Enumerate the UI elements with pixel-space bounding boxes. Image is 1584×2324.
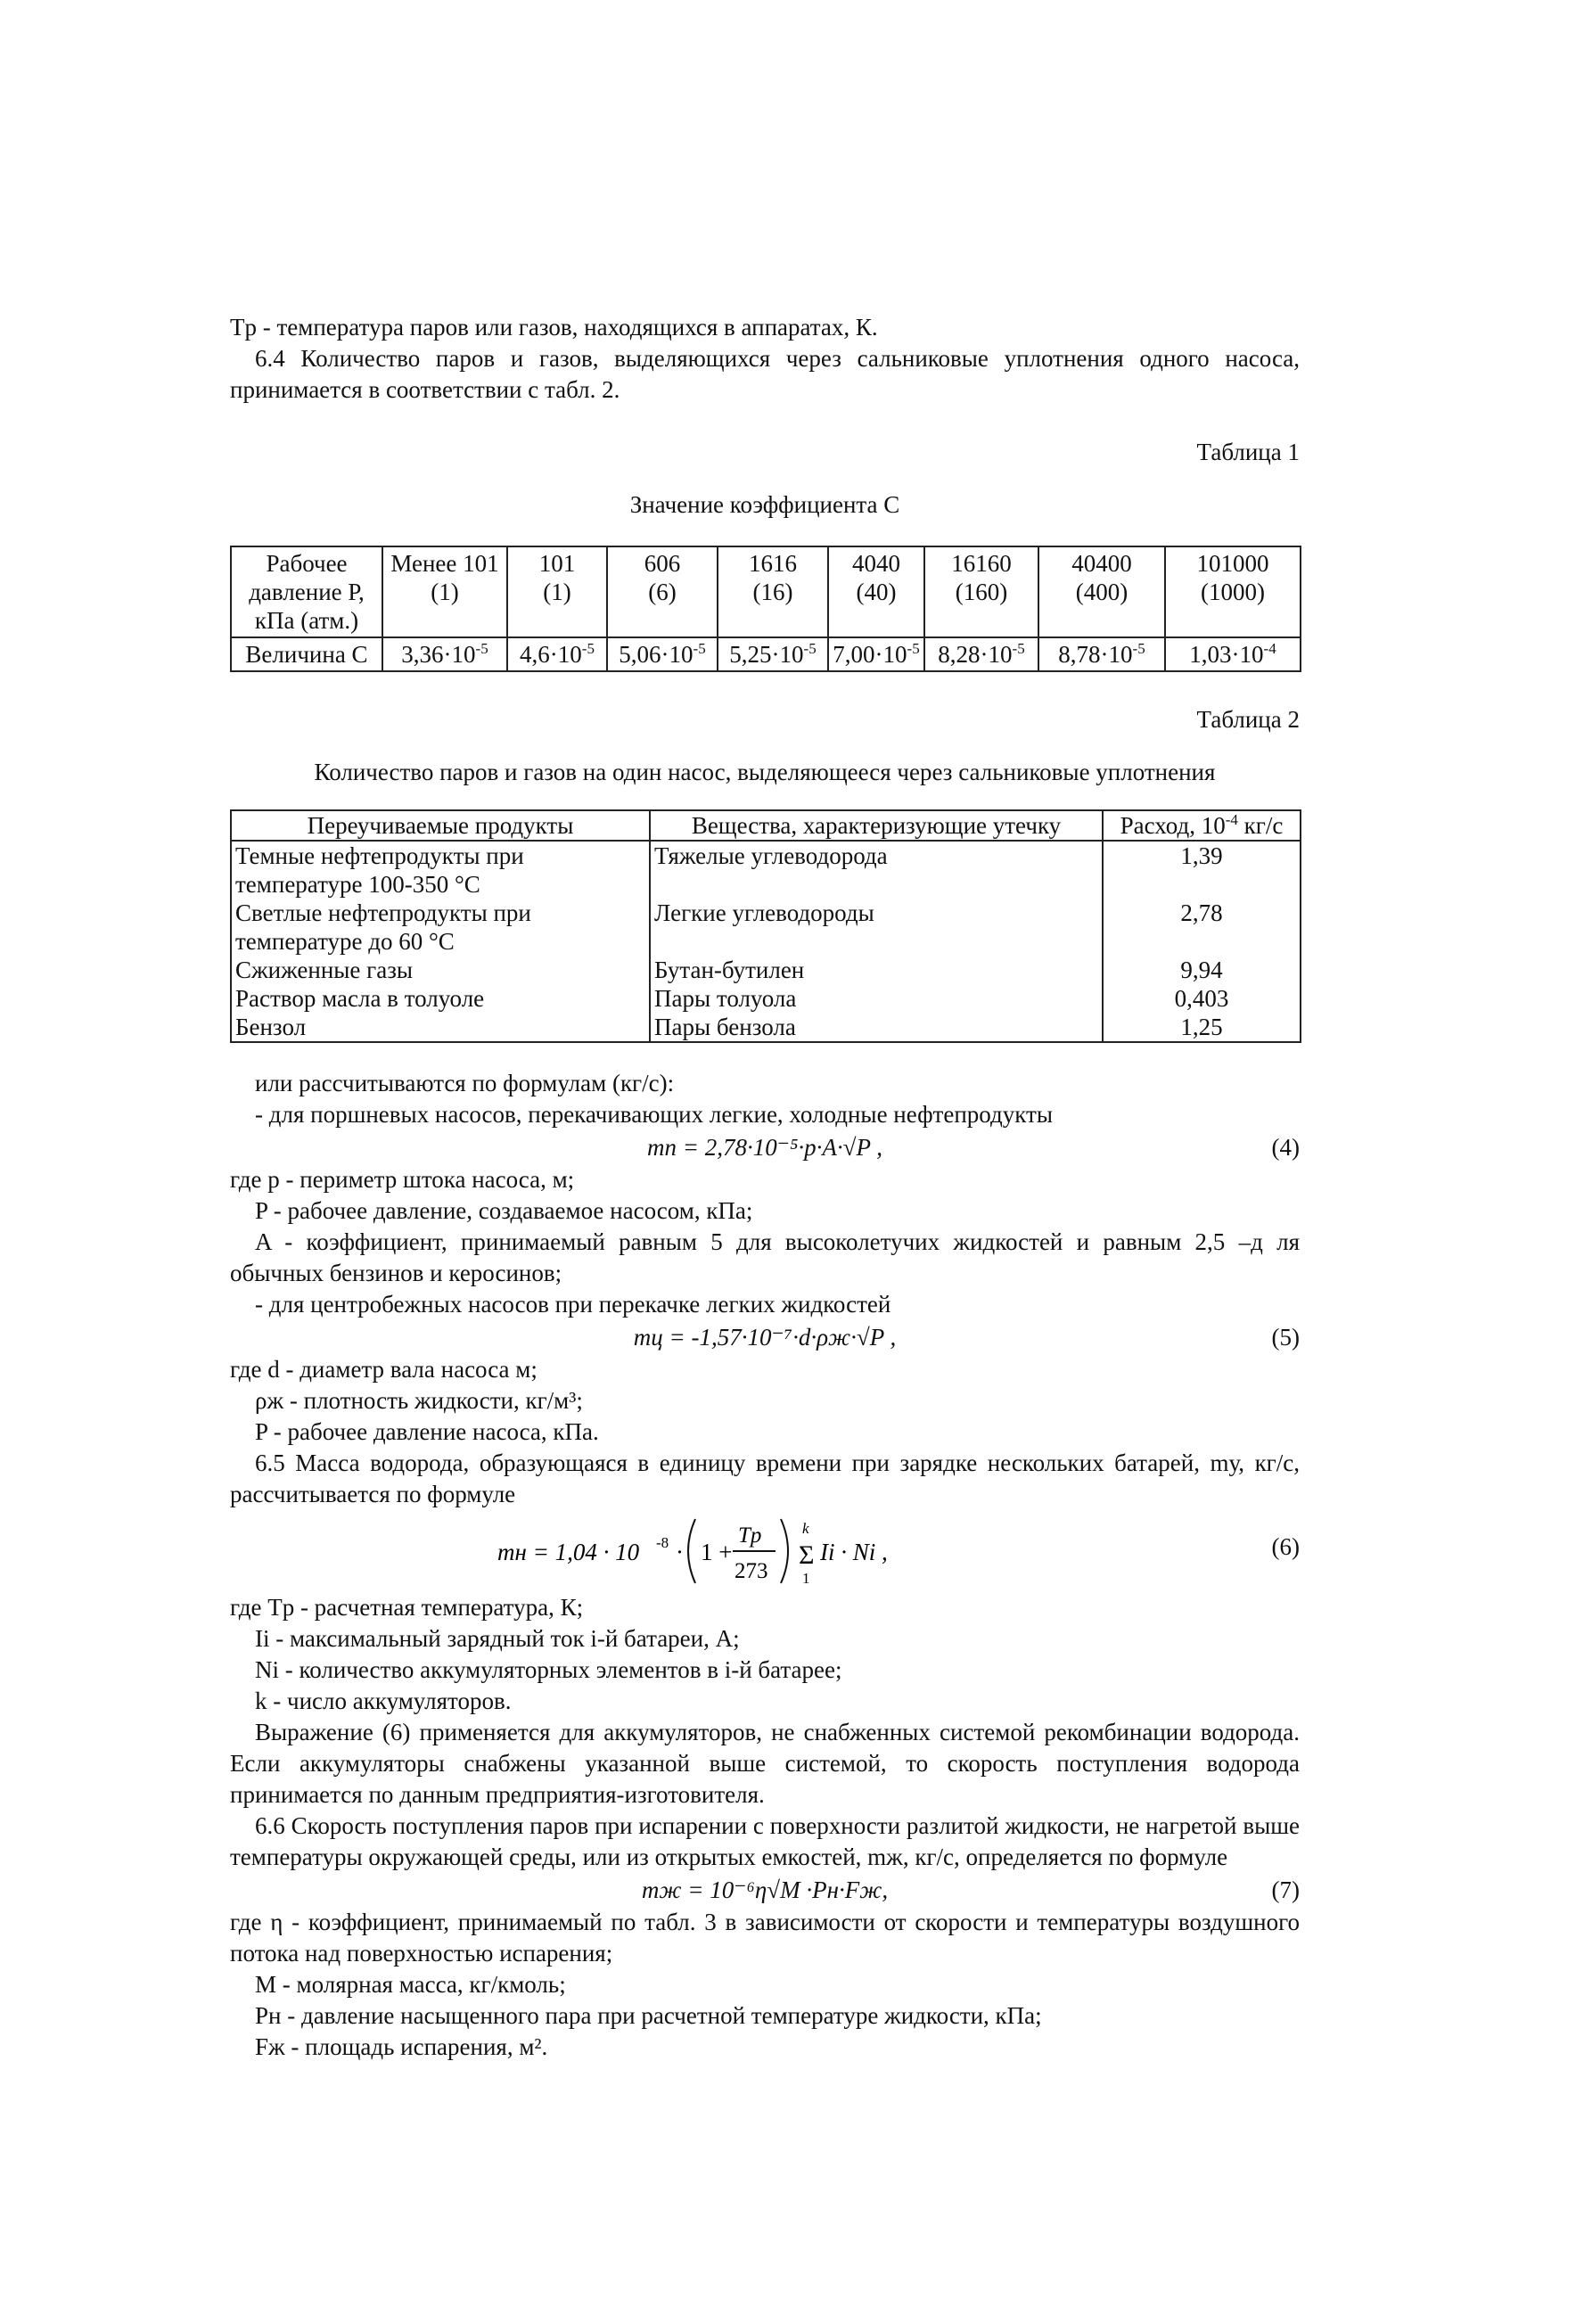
def-I: Ii - максимальный зарядный ток i-й батареи, А;	[255, 1625, 740, 1652]
table-cell: 40400 (400)	[1038, 546, 1165, 637]
table-cell: $8,28\cdot 10^{-5}$	[924, 637, 1038, 671]
def-P2: P - рабочее давление насоса, кПа.	[255, 1418, 599, 1445]
def-M: M - молярная масса, кг/кмоль;	[255, 1971, 566, 1998]
def-d: где d - диаметр вала насоса м;	[230, 1356, 538, 1383]
formula-5-expression: mц = -1,57·10⁻⁷·d·ρж·√P ,	[633, 1324, 897, 1351]
formula-5-number: (5)	[1271, 1324, 1300, 1351]
formula-6-number: (6)	[1271, 1533, 1300, 1560]
table-header-cell: Рабочее давление Р, кПа (атм.)	[231, 546, 382, 637]
table-cell: 606 (6)	[607, 546, 718, 637]
table-cell: 4040 (40)	[828, 546, 924, 637]
formula-7-number: (7)	[1271, 1876, 1300, 1903]
table-cell: 101000 (1000)	[1165, 546, 1301, 637]
formula-6	[230, 1510, 1300, 1592]
svg-text:mн = 1,04 · 10: mн = 1,04 · 10	[497, 1539, 640, 1565]
table-row	[231, 899, 1301, 956]
piston-pump-intro: - для поршневых насосов, перекачивающих легкие, холодные нефтепродукты	[255, 1101, 1053, 1128]
svg-text:·: ·	[676, 1539, 684, 1565]
formulas-lead: или рассчитываются по формулам (кг/с):	[255, 1070, 675, 1096]
table-cell: Темные нефтепродукты при температуре 100-350 °С	[231, 841, 650, 899]
table-row	[231, 1013, 1301, 1042]
formula-6-expression	[497, 1514, 943, 1589]
paragraph-6-4: 6.4 Количество паров и газов, выделяющихся через сальниковые уплотнения одного насоса, принимается в соответствии с табл. 2.	[230, 345, 1300, 403]
table-row	[231, 841, 1301, 899]
table1-label: Таблица 1	[1196, 439, 1300, 465]
def-F: Fж - площадь испарения, м².	[255, 2033, 548, 2060]
table-row	[231, 546, 1301, 637]
table-cell: 1,25	[1103, 1013, 1301, 1042]
table-cell: Пары толуола	[650, 984, 1103, 1013]
table-header-cell: Расход, $10^{-4}$ кг/с	[1103, 810, 1301, 841]
table-header-row	[231, 810, 1301, 841]
table-header-cell: Переучиваемые продукты	[231, 810, 650, 841]
svg-text:Σ: Σ	[799, 1540, 815, 1570]
formula-5	[230, 1320, 1300, 1354]
table-cell: Бензол	[231, 1013, 650, 1042]
formula-7-expression: mж = 10⁻⁶η√M ·Pн·Fж,	[641, 1876, 889, 1903]
tp-definition: Tр - температура паров или газов, находящихся в аппаратах, К.	[230, 314, 878, 341]
def-Pn: Pн - давление насыщенного пара при расчетной температуре жидкости, кПа;	[255, 2002, 1042, 2029]
def-rho: ρж - плотность жидкости, кг/м³;	[255, 1387, 583, 1414]
table-cell: Раствор масла в толуоле	[231, 984, 650, 1013]
table-header-cell: Вещества, характеризующие утечку	[650, 810, 1103, 841]
table-row	[231, 956, 1301, 984]
svg-text:Tр: Tр	[738, 1523, 762, 1548]
formula-4-number: (4)	[1271, 1134, 1300, 1161]
svg-text:1 +: 1 +	[701, 1539, 733, 1565]
paragraph-expression-6: Выражение (6) применяется для аккумуляторов, не снабженных системой рекомбинации водорода. Если аккумуляторы снабжены указанной выше системой, то скорость поступления водорода принимается по данным предприятия-изготовителя.	[230, 1719, 1300, 1808]
def-N: Ni - количество аккумуляторных элементов в i-й батарее;	[255, 1656, 842, 1683]
table-cell: $1,03\cdot 10^{-4}$	[1165, 637, 1301, 671]
table-row	[231, 984, 1301, 1013]
table-cell: 1,39	[1103, 841, 1301, 899]
paragraph-6-5: 6.5 Масса водорода, образующаяся в единицу времени при зарядке нескольких батарей, mу, кг/с, рассчитывается по формуле	[230, 1449, 1300, 1507]
table-coefficient-c	[230, 546, 1301, 672]
def-A: A - коэффициент, принимаемый равным 5 для высоколетучих жидкостей и равным 2,5 –д ля обычных бензинов и керосинов;	[230, 1228, 1300, 1286]
table1-title: Значение коэффициента С	[629, 491, 900, 518]
table-cell: $5,06\cdot 10^{-5}$	[607, 637, 718, 671]
table-cell: $7,00\cdot 10^{-5}$	[828, 637, 924, 671]
table-cell: Сжиженные газы	[231, 956, 650, 984]
table-pump-leaks	[230, 809, 1301, 1043]
svg-text:k: k	[802, 1520, 809, 1537]
svg-text:1: 1	[802, 1570, 810, 1587]
table-cell: Светлые нефтепродукты при температуре до 60 °С	[231, 899, 650, 956]
table-cell: Легкие углеводороды	[650, 899, 1103, 956]
centrifugal-pump-intro: - для центробежных насосов при перекачке легких жидкостей	[255, 1291, 891, 1318]
table-cell: $3,36\cdot 10^{-5}$	[382, 637, 507, 671]
paragraph-6-6: 6.6 Скорость поступления паров при испарении с поверхности разлитой жидкости, не нагретой выше температуры окружающей среды, или из открытых емкостей, mж, кг/с, определяется по формуле	[230, 1812, 1300, 1870]
table-cell: 16160 (160)	[924, 546, 1038, 637]
formulas-section	[230, 1068, 1300, 2063]
document-page	[230, 312, 1300, 2063]
table2-title: Количество паров и газов на один насос, выделяющееся через сальниковые уплотнения	[314, 759, 1216, 785]
table-cell: 2,78	[1103, 899, 1301, 956]
svg-text:-8: -8	[656, 1534, 669, 1551]
table-row	[231, 637, 1301, 671]
def-eta: где η - коэффициент, принимаемый по табл. 3 в зависимости от скорости и температуры воздушного потока над поверхностью испарения;	[230, 1909, 1300, 1967]
svg-text:273: 273	[735, 1559, 768, 1583]
table-cell: 101 (1)	[507, 546, 607, 637]
table2-label: Таблица 2	[1196, 706, 1300, 733]
table-cell: Пары бензола	[650, 1013, 1103, 1042]
table-cell: Бутан-бутилен	[650, 956, 1103, 984]
def-k: k - число аккумуляторов.	[255, 1688, 512, 1714]
table-cell: $8,78\cdot 10^{-5}$	[1038, 637, 1165, 671]
table-cell: 1616 (16)	[718, 546, 828, 637]
def-Tp: где Tр - расчетная температура, К;	[230, 1594, 584, 1621]
formula-7	[230, 1873, 1300, 1907]
formula-4	[230, 1130, 1300, 1164]
table-cell: Тяжелые углеводорода	[650, 841, 1103, 899]
formula-4-expression: mп = 2,78·10⁻⁵·p·A·√P ,	[647, 1134, 882, 1161]
table-cell: 0,403	[1103, 984, 1301, 1013]
table-cell: Менее 101 (1)	[382, 546, 507, 637]
table-header-cell: Величина С	[231, 637, 382, 671]
svg-text:Ii · Ni ,: Ii · Ni ,	[820, 1539, 888, 1565]
table-cell: $4,6\cdot 10^{-5}$	[507, 637, 607, 671]
def-p: где p - периметр штока насоса, м;	[230, 1166, 575, 1193]
def-P: P - рабочее давление, создаваемое насосом, кПа;	[255, 1197, 753, 1224]
table-cell: 9,94	[1103, 956, 1301, 984]
table-cell: $5,25\cdot 10^{-5}$	[718, 637, 828, 671]
